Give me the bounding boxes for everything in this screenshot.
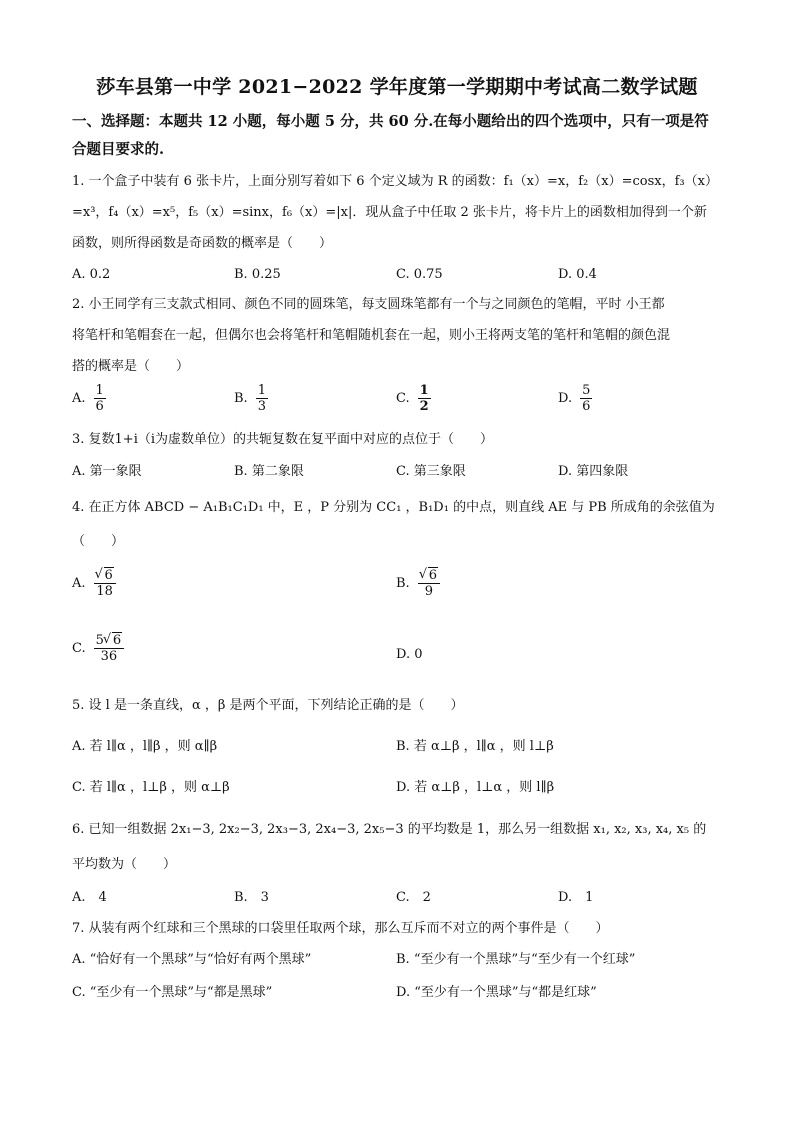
q1-option-b: B. 0.25 — [234, 267, 281, 282]
q5-option-b: B. 若 α⊥β ，l∥α ，则 l⊥β — [396, 739, 554, 754]
q7-option-b: B. “至少有一个黑球”与“至少有一个红球” — [396, 952, 636, 967]
q6-line-2: 平均数为（ ） — [72, 857, 177, 872]
q6-option-d: D. 1 — [558, 890, 594, 905]
q4-b-denominator: 9 — [424, 584, 433, 599]
q4-a-sqrt — [96, 568, 114, 583]
q1-line-3: 函数，则所得函数是奇函数的概率是（ ） — [72, 236, 333, 251]
q2-d-denominator: 6 — [582, 399, 591, 414]
q2-a-denominator: 6 — [95, 399, 104, 414]
q3-option-c: C. 第三象限 — [396, 464, 466, 479]
q4-option-a-fraction — [94, 568, 116, 599]
q4-c-sqrt — [104, 633, 122, 648]
q2-option-c-label: C. — [396, 391, 410, 406]
q6-option-a: A. 4 — [72, 890, 107, 905]
q1-option-d: D. 0.4 — [558, 267, 597, 282]
q7-line-1: 7. 从装有两个红球和三个黑球的口袋里任取两个球，那么互斥而不对立的两个事件是（ ） — [72, 921, 609, 936]
q2-option-d-label: D. — [558, 391, 573, 406]
q2-option-a — [72, 383, 106, 414]
q3-option-a: A. 第一象限 — [72, 464, 142, 479]
q4-option-a-label: A. — [72, 576, 86, 591]
q2-option-b — [234, 383, 268, 414]
q4-line-2: （ ） — [72, 534, 125, 549]
q2-option-d — [558, 383, 592, 414]
q2-d-numerator: 5 — [582, 383, 591, 398]
q4-b-numerator — [418, 568, 440, 584]
q4-option-c-fraction — [94, 633, 125, 664]
q2-option-c — [396, 383, 431, 414]
q4-line-1: 4. 在正方体 ABCD − A₁B₁C₁D₁ 中，E ，P 分别为 CC₁ ，B₁D₁ 的中点，则直线 AE 与 PB 所成角的余弦值为 — [72, 500, 715, 515]
q7-option-c: C. “至少有一个黑球”与“都是黑球” — [72, 985, 273, 1000]
q4-a-radicand: 6 — [104, 568, 113, 583]
q6-option-b: B. 3 — [234, 890, 269, 905]
q5-option-a: A. 若 l∥α ，l∥β ，则 α∥β — [72, 739, 218, 754]
q7-option-a: A. “恰好有一个黑球”与“恰好有两个黑球” — [72, 952, 312, 967]
q2-line-2: 将笔杆和笔帽套在一起，但偶尔也会将笔杆和笔帽随机套在一起，则小王将两支笔的笔杆和笔帽的颜色混 — [72, 328, 671, 343]
q6-option-c: C. 2 — [396, 890, 431, 905]
q4-option-a — [72, 568, 116, 599]
q1-line-1: 1. 一个盒子中装有 6 张卡片，上面分别写着如下 6 个定义域为 R 的函数：f₁（x）=x，f₂（x）=cosx，f₃（x） — [72, 174, 718, 189]
q4-b-radicand: 6 — [428, 568, 437, 583]
q2-option-c-fraction — [418, 383, 431, 414]
q2-option-d-fraction — [580, 383, 592, 414]
q2-c-numerator: 1 — [419, 383, 429, 398]
q4-c-numerator — [94, 633, 125, 649]
q4-c-coefficient: 5 — [95, 633, 104, 648]
q2-line-3: 搭的概率是（ ） — [72, 359, 190, 374]
q3-option-b: B. 第二象限 — [234, 464, 304, 479]
q5-line-1: 5. 设 l 是一条直线，α ，β 是两个平面，下列结论正确的是（ ） — [72, 698, 464, 713]
page-title: 莎车县第一中学 2021−2022 学年度第一学期期中考试高二数学试题 — [96, 76, 698, 98]
q7-option-d: D. “至少有一个黑球”与“都是红球” — [396, 985, 597, 1000]
q5-option-d: D. 若 α⊥β ，l⊥α ，则 l∥β — [396, 780, 555, 795]
q2-option-b-label: B. — [234, 391, 248, 406]
q6-line-1: 6. 已知一组数据 2x₁−3, 2x₂−3, 2x₃−3, 2x₄−3, 2x₅−3 的平均数是 1，那么另一组数据 x₁, x₂, x₃, x₄, x₅ 的 — [72, 822, 707, 837]
q2-b-numerator: 1 — [257, 383, 266, 398]
q4-b-sqrt — [420, 568, 438, 583]
q4-option-c-label: C. — [72, 641, 86, 656]
q4-option-b-label: B. — [396, 576, 410, 591]
q4-a-denominator: 18 — [96, 584, 113, 599]
q2-option-a-fraction — [94, 383, 106, 414]
q2-line-1: 2. 小王同学有三支款式相同、颜色不同的圆珠笔，每支圆珠笔都有一个与之同颜色的笔帽，平时 小王都 — [72, 297, 665, 312]
q3-line-1: 3. 复数1+i（i为虚数单位）的共轭复数在复平面中对应的点位于（ ） — [72, 432, 494, 447]
q2-option-a-label: A. — [72, 391, 86, 406]
q3-option-d: D. 第四象限 — [558, 464, 629, 479]
q5-option-c: C. 若 l∥α ，l⊥β ，则 α⊥β — [72, 780, 230, 795]
q2-option-b-fraction — [256, 383, 268, 414]
section-header: 一、选择题：本题共 12 小题，每小题 5 分，共 60 分.在每小题给出的四个选项中，只有一项是符合题目要求的. — [72, 113, 709, 158]
q4-a-numerator — [94, 568, 116, 584]
q2-c-denominator: 2 — [419, 399, 429, 414]
q4-c-radicand: 6 — [112, 633, 122, 648]
q2-a-numerator: 1 — [95, 383, 104, 398]
q1-option-c: C. 0.75 — [396, 267, 443, 282]
q2-b-denominator: 3 — [257, 399, 266, 414]
q4-option-b — [396, 568, 440, 599]
q4-option-d: D. 0 — [396, 647, 423, 662]
q4-option-c — [72, 633, 124, 664]
q1-line-2: =x³，f₄（x）=x⁵，f₅（x）=sinx，f₆（x）=|x|．现从盒子中任取 2 张卡片，将卡片上的函数相加得到一个新 — [72, 205, 707, 220]
q4-option-b-fraction — [418, 568, 440, 599]
q1-option-a: A. 0.2 — [72, 267, 111, 282]
q4-c-denominator: 36 — [100, 649, 118, 664]
